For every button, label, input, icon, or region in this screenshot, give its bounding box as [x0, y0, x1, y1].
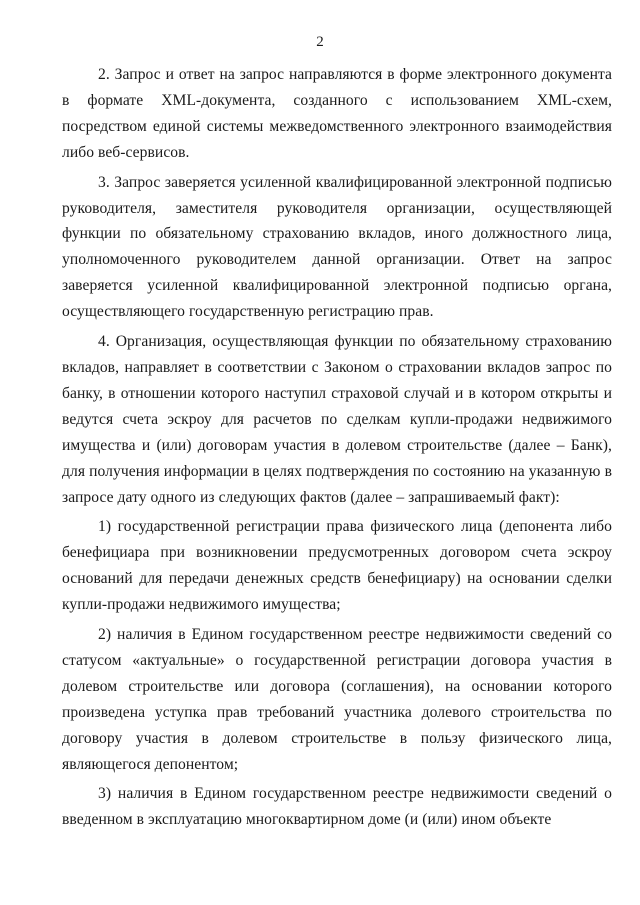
- paragraph-3: 3. Запрос заверяется усиленной квалифицированной электронной подписью руководителя, заместителя руководителя организации, осуществляющей функции по обязательному страхованию вкладов, иного должностного лица, уполномоченного руководителем данной организации. Ответ на запрос заверяется усиленной квалифицированной электронной подписью органа, осуществляющего государственную регистрацию прав.: [62, 173, 612, 321]
- paragraph-2: 2. Запрос и ответ на запрос направляются в форме электронного документа в формате XML-документа, созданного с использованием XML-схем, посредством единой системы межведомственного электронного взаимодействия либо веб-сервисов.: [62, 66, 612, 161]
- list-item-1: 1) государственной регистрации права физического лица (депонента либо бенефициара при возникновении предусмотренных договором счета эскроу оснований для передачи денежных средств бенефициару) на основании сделки купли-продажи недвижимого имущества;: [62, 518, 612, 614]
- paragraph-4: 4. Организация, осуществляющая функции по обязательному страхованию вкладов, направляет в соответствии с Законом о страховании вкладов запрос по банку, в отношении которого наступил страховой случай и в котором открыты и ведутся счета эскроу для расчетов по сделкам купли-продажи недвижимого имущества и (или) договорам участия в долевом строительстве (далее – Банк), для получения информации в целях подтверждения по состоянию на указанную в запросе дату одного из следующих фактов (далее – запрашиваемый факт):: [62, 333, 612, 506]
- list-item-2: 2) наличия в Едином государственном реестре недвижимости сведений со статусом «актуальные» о государственной регистрации договора участия в долевом строительстве или договора (соглашения), на основании которого произведена уступка прав требований участника долевого строительства по договору участия в долевом строительстве в пользу физического лица, являющегося депонентом;: [62, 626, 612, 773]
- document-body: [62, 62, 612, 837]
- list-item-3: 3) наличия в Едином государственном реестре недвижимости сведений о введенном в эксплуатацию многоквартирном доме (и (или) ином объекте: [62, 785, 612, 829]
- page-number: 2: [316, 34, 324, 50]
